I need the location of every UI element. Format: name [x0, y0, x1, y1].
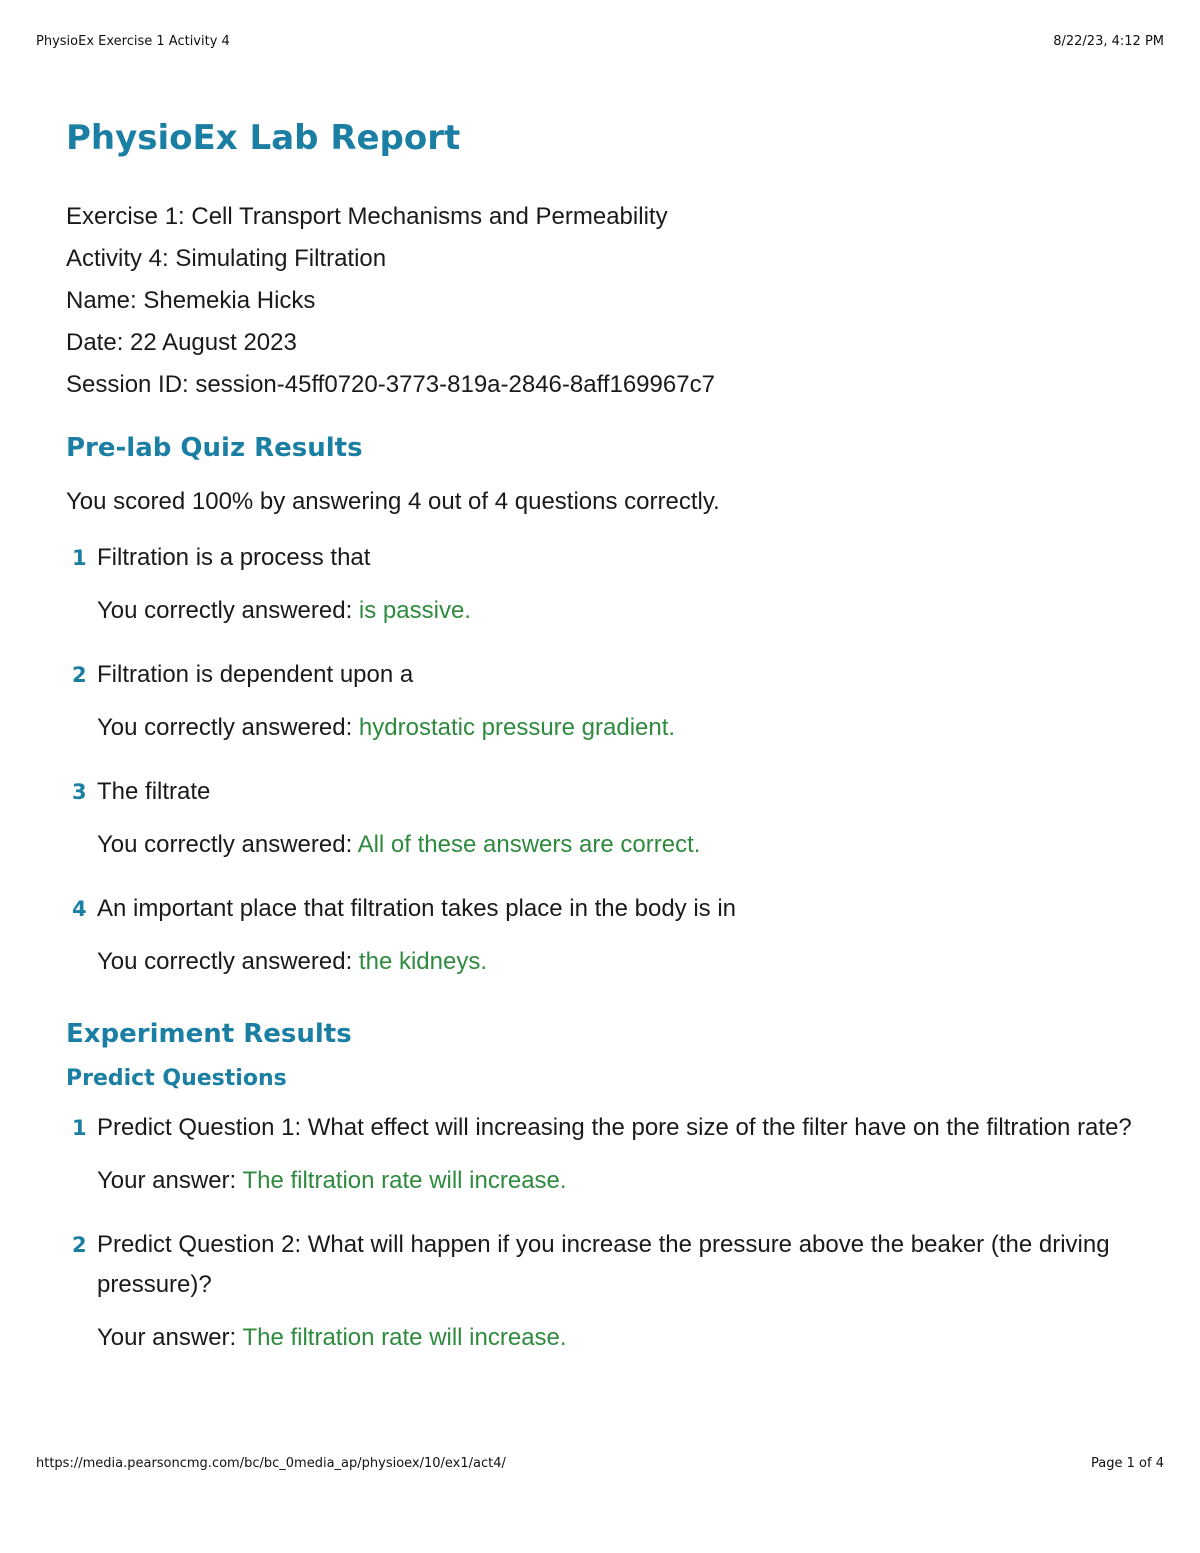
- answer-prefix: You correctly answered:: [97, 714, 353, 741]
- question-answer: [97, 827, 1146, 863]
- predict-question: [66, 1108, 1146, 1199]
- answer-value: The filtration rate will increase.: [242, 1167, 567, 1194]
- prelab-section-title: Pre-lab Quiz Results: [66, 433, 363, 463]
- prelab-question: [66, 655, 1146, 746]
- question-text: Filtration is dependent upon a: [97, 661, 414, 688]
- question-number: 4: [72, 897, 87, 921]
- prelab-question: [66, 538, 1146, 629]
- question-answer: [97, 710, 1146, 746]
- question-answer: [97, 944, 1146, 980]
- report-content: [66, 112, 1146, 1356]
- print-header-timestamp: 8/22/23, 4:12 PM: [1053, 34, 1164, 49]
- answer-value: The filtration rate will increase.: [242, 1324, 567, 1351]
- question-text: Filtration is a process that: [97, 544, 371, 571]
- question-number: 1: [72, 546, 87, 570]
- answer-prefix: You correctly answered:: [97, 948, 353, 975]
- answer-value: All of these answers are correct.: [357, 831, 701, 858]
- activity-line: Activity 4: Simulating Filtration: [66, 245, 387, 272]
- answer-value: hydrostatic pressure gradient.: [358, 714, 676, 741]
- print-footer: [36, 1456, 1164, 1471]
- question-answer: [97, 1320, 1146, 1356]
- answer-prefix: Your answer:: [97, 1324, 237, 1351]
- question-answer: [97, 593, 1146, 629]
- question-text: The filtrate: [97, 778, 211, 805]
- predict-questions-title: Predict Questions: [66, 1066, 287, 1091]
- question-text: Predict Question 1: What effect will increasing the pore size of the filter have on the filtration rate?: [97, 1114, 1132, 1141]
- print-header: [36, 34, 1164, 49]
- print-header-title: PhysioEx Exercise 1 Activity 4: [36, 34, 230, 49]
- question-number: 2: [72, 663, 87, 687]
- prelab-score: You scored 100% by answering 4 out of 4 questions correctly.: [66, 488, 720, 515]
- date-line: Date: 22 August 2023: [66, 329, 297, 356]
- answer-prefix: Your answer:: [97, 1167, 237, 1194]
- prelab-question: [66, 889, 1146, 980]
- question-number: 3: [72, 780, 87, 804]
- report-title: PhysioEx Lab Report: [66, 118, 461, 158]
- question-text: Predict Question 2: What will happen if you increase the pressure above the beaker (the driving pressure)?: [97, 1231, 1110, 1298]
- exercise-line: Exercise 1: Cell Transport Mechanisms and Permeability: [66, 203, 668, 230]
- predict-question: [66, 1225, 1146, 1356]
- answer-value: is passive.: [358, 597, 471, 624]
- print-footer-url: https://media.pearsoncmg.com/bc/bc_0media_ap/physioex/10/ex1/act4/: [36, 1456, 506, 1471]
- prelab-question: [66, 772, 1146, 863]
- answer-prefix: You correctly answered:: [97, 831, 353, 858]
- question-answer: [97, 1163, 1146, 1199]
- question-text: An important place that filtration takes place in the body is in: [97, 895, 737, 922]
- answer-value: the kidneys.: [358, 948, 487, 975]
- experiment-section-title: Experiment Results: [66, 1019, 352, 1049]
- question-number: 1: [72, 1116, 87, 1140]
- answer-prefix: You correctly answered:: [97, 597, 353, 624]
- question-number: 2: [72, 1233, 87, 1257]
- session-id-line: Session ID: session-45ff0720-3773-819a-2846-8aff169967c7: [66, 371, 715, 398]
- report-meta: [66, 196, 1146, 406]
- name-line: Name: Shemekia Hicks: [66, 287, 316, 314]
- print-footer-page-number: Page 1 of 4: [1091, 1456, 1164, 1471]
